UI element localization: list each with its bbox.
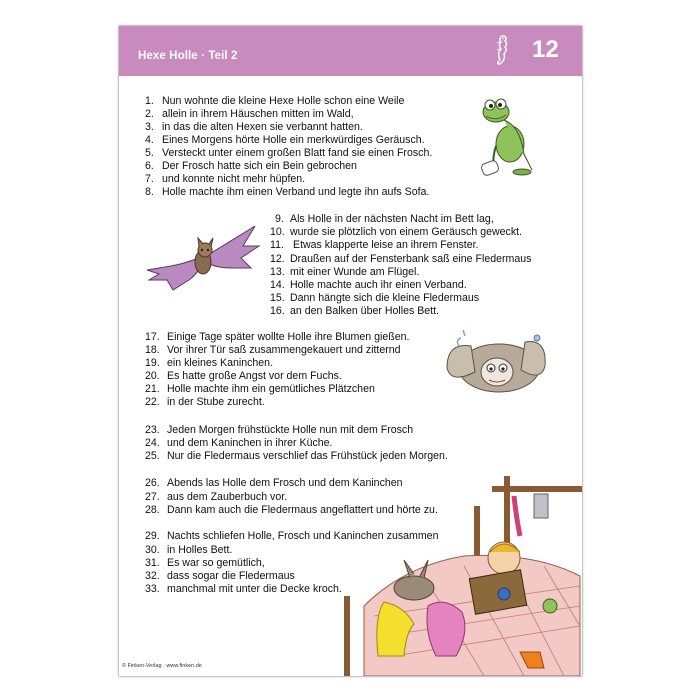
line-number: 19. (145, 357, 160, 369)
rabbit-illustration (441, 316, 551, 396)
page-title: Hexe Holle · Teil 2 (138, 50, 238, 62)
line-text: Nachts schliefen Holle, Frosch und Kaninchen zusammen (167, 530, 439, 542)
line-text: ein kleines Kaninchen. (167, 357, 274, 369)
text-line (145, 186, 429, 199)
text-line (145, 557, 265, 570)
line-text: in der Stube zurecht. (167, 396, 265, 408)
text-line (145, 344, 401, 357)
line-number: 21. (145, 383, 160, 395)
line-text: Draußen auf der Fensterbank saß eine Fledermaus (290, 253, 532, 265)
page-number: 12 (532, 36, 559, 63)
line-text: Als Holle in der nächsten Nacht im Bett lag, (290, 213, 494, 225)
line-number: 33. (145, 583, 160, 595)
text-line (270, 266, 419, 279)
line-number: 5. (145, 147, 154, 159)
line-text: in das die alten Hexen sie verbannt hatten. (162, 121, 363, 133)
line-number: 7. (145, 173, 154, 185)
line-text: Es war so gemütlich, (167, 557, 265, 569)
text-line (145, 134, 425, 147)
line-text: Eines Morgens hörte Holle ein merkwürdiges Geräusch. (162, 134, 425, 146)
line-number: 13. (270, 266, 285, 278)
line-text: mit einer Wunde am Flügel. (290, 266, 420, 278)
line-text: Holle machte ihm einen Verband und legte ihn aufs Sofa. (162, 186, 430, 198)
line-number: 23. (145, 424, 160, 436)
line-number: 25. (145, 450, 160, 462)
text-line (145, 583, 342, 596)
line-number: 31. (145, 557, 160, 569)
text-line (270, 226, 522, 239)
text-line (270, 292, 479, 305)
line-number: 2. (145, 108, 154, 120)
line-number: 32. (145, 570, 160, 582)
line-text: Nur die Fledermaus verschlief das Frühstück jeden Morgen. (167, 450, 448, 462)
line-number: 14. (270, 279, 285, 291)
line-number: 18. (145, 344, 160, 356)
text-line (275, 213, 494, 226)
text-line (145, 95, 404, 108)
line-text: Es hatte große Angst vor dem Fuchs. (167, 370, 342, 382)
text-line (270, 253, 531, 266)
line-text: Abends las Holle dem Frosch und dem Kaninchen (167, 477, 403, 489)
text-line (145, 437, 333, 450)
line-number: 15. (270, 292, 285, 304)
frog-illustration (474, 96, 536, 178)
line-text: Jeden Morgen frühstückte Holle nun mit dem Frosch (167, 424, 414, 436)
line-number: 27. (145, 491, 160, 503)
line-text: Nun wohnte die kleine Hexe Holle schon eine Weile (162, 95, 405, 107)
line-text: Holle machte auch ihr einen Verband. (290, 279, 467, 291)
line-number: 24. (145, 437, 160, 449)
line-text: dass sogar die Fledermaus (167, 570, 295, 582)
line-text: Holle machte ihm ein gemütliches Plätzchen (167, 383, 375, 395)
line-text: Etwas klapperte leise an ihrem Fenster. (293, 239, 479, 251)
line-number: 9. (275, 213, 284, 225)
line-number: 1. (145, 95, 154, 107)
line-number: 28. (145, 504, 160, 516)
line-number: 11. (270, 239, 284, 251)
line-number: 16. (270, 305, 285, 317)
line-text: und konnte nicht mehr hüpfen. (162, 173, 306, 185)
line-text: in Holles Bett. (167, 544, 233, 556)
line-text: aus dem Zauberbuch vor. (167, 491, 288, 503)
line-number: 6. (145, 160, 154, 172)
line-text: wurde sie plötzlich von einem Geräusch geweckt. (290, 226, 522, 238)
text-line (145, 424, 413, 437)
text-line (145, 504, 438, 517)
seahorse-icon (494, 34, 510, 68)
text-line (145, 530, 438, 543)
text-line (145, 160, 357, 173)
text-line (145, 108, 354, 121)
text-line (270, 279, 467, 292)
line-text: Dann kam auch die Fledermaus angeflattert und hörte zu. (167, 504, 438, 516)
copyright-footer: © Finken-Verlag · www.finken.de (122, 663, 202, 669)
text-line (145, 121, 363, 134)
text-line (145, 544, 232, 557)
line-text: Einige Tage später wollte Holle ihre Blumen gießen. (167, 331, 410, 343)
text-line (145, 491, 287, 504)
line-text: allein in ihrem Häuschen mitten im Wald, (162, 108, 354, 120)
line-number: 29. (145, 530, 160, 542)
text-line (145, 147, 432, 160)
line-number: 26. (145, 477, 160, 489)
line-text: Der Frosch hatte sich ein Bein gebrochen (162, 160, 357, 172)
line-text: und dem Kaninchen in ihrer Küche. (167, 437, 333, 449)
line-number: 22. (145, 396, 160, 408)
line-text: an den Balken über Holles Bett. (290, 305, 439, 317)
line-number: 12. (270, 253, 285, 265)
text-line (270, 239, 478, 252)
text-line (145, 173, 305, 186)
bat-illustration (143, 224, 263, 296)
line-text: Dann hängte sich die kleine Fledermaus (290, 292, 480, 304)
text-line (145, 477, 403, 490)
text-line (145, 331, 409, 344)
line-number: 4. (145, 134, 154, 146)
line-text: Versteckt unter einem großen Blatt fand sie einen Frosch. (162, 147, 433, 159)
text-line (145, 357, 273, 370)
line-number: 10. (270, 226, 285, 238)
line-number: 17. (145, 331, 160, 343)
text-line (145, 370, 342, 383)
text-line (270, 305, 439, 318)
header-bar (119, 26, 582, 76)
line-number: 20. (145, 370, 160, 382)
text-line (145, 570, 295, 583)
text-line (145, 450, 448, 463)
line-text: manchmal mit unter die Decke kroch. (167, 583, 342, 595)
line-number: 8. (145, 186, 154, 198)
line-text: Vor ihrer Tür saß zusammengekauert und zitternd (167, 344, 401, 356)
line-number: 3. (145, 121, 154, 133)
line-number: 30. (145, 544, 160, 556)
text-line (145, 383, 375, 396)
text-line (145, 396, 265, 409)
